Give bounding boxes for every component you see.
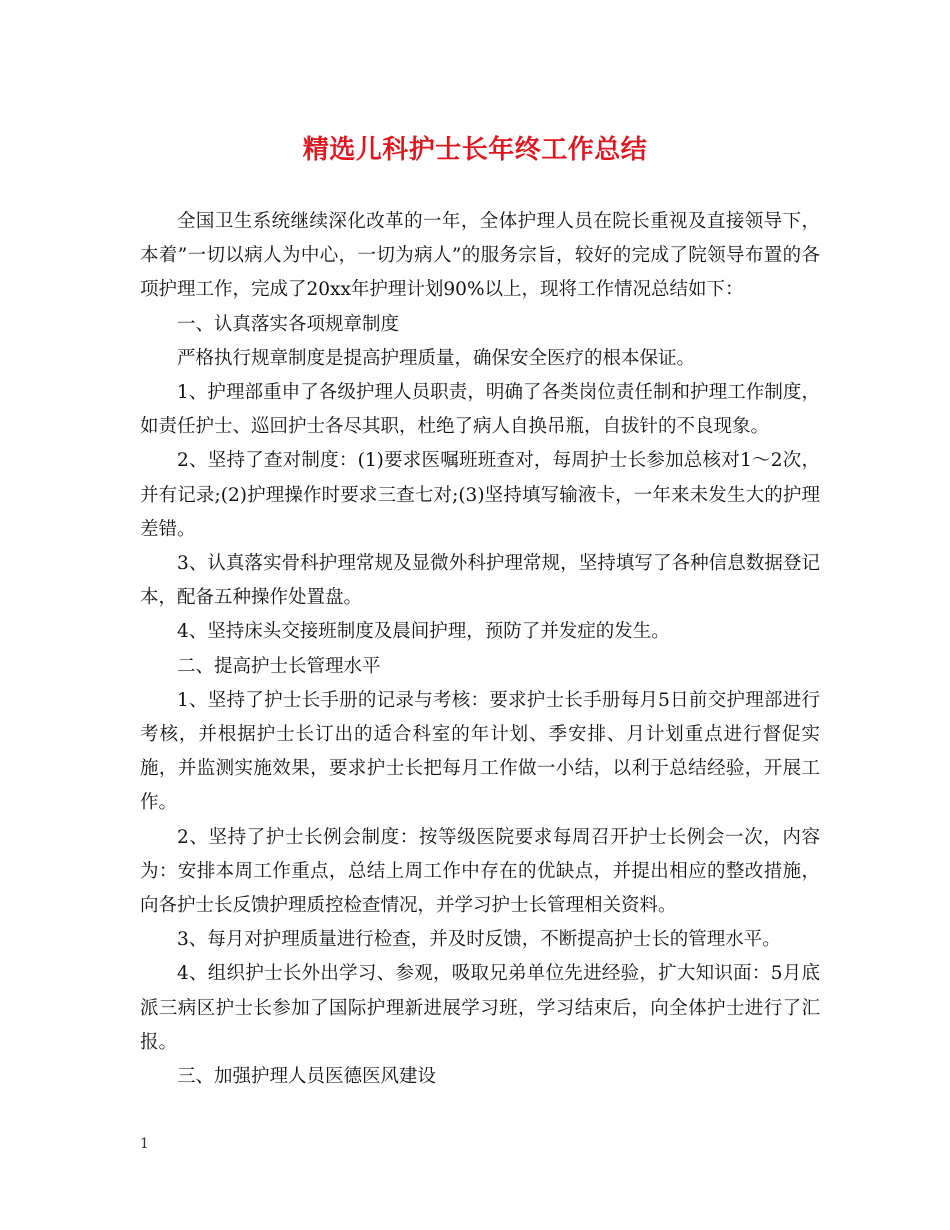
paragraph: 3、每月对护理质量进行检查，并及时反馈，不断提高护士长的管理水平。 [177, 929, 781, 951]
paragraph: 2、坚持了护士长例会制度：按等级医院要求每周召开护士长例会一次，内容为：安排本周工作重点，总结上周工作中存在的优缺点，并提出相应的整改措施，向各护士长反馈护理质控检查情况，并学习护士长管理相关资料。 [140, 826, 820, 917]
paragraph: 1、坚持了护士长手册的记录与考核：要求护士长手册每月5日前交护理部进行考核，并根据护士长订出的适合科室的年计划、季安排、月计划重点进行督促实施，并监测实施效果，要求护士长把每月工作做一小结，以利于总结经验，开展工作。 [140, 689, 820, 814]
paragraph: 2、坚持了查对制度：(1)要求医嘱班班查对，每周护士长参加总核对1～2次，并有记录;(2)护理操作时要求三查七对;(3)坚持填写输液卡，一年来未发生大的护理差错。 [140, 450, 820, 540]
paragraph: 严格执行规章制度是提高护理质量，确保安全医疗的根本保证。 [177, 347, 696, 369]
paragraph: 4、组织护士长外出学习、参观，吸取兄弟单位先进经验，扩大知识面：5月底派三病区护士长参加了国际护理新进展学习班，学习结束后，向全体护士进行了汇报。 [140, 963, 820, 1053]
section-heading-3: 三、加强护理人员医德医风建设 [177, 1066, 437, 1088]
document-body [140, 205, 820, 1094]
section-heading-2: 二、提高护士长管理水平 [177, 655, 381, 677]
page-number: 1 [140, 1136, 149, 1152]
paragraph: 3、认真落实骨科护理常规及显微外科护理常规，坚持填写了各种信息数据登记本，配备五种操作处置盘。 [140, 553, 820, 609]
paragraph-intro: 全国卫生系统继续深化改革的一年，全体护理人员在院长重视及直接领导下，本着”一切以病人为中心，一切为病人”的服务宗旨，较好的完成了院领导布置的各项护理工作，完成了20xx年护理计划90%以上，现将工作情况总结如下： [140, 211, 820, 301]
document-title: 精选儿科护士长年终工作总结 [302, 135, 648, 165]
paragraph: 1、护理部重申了各级护理人员职责，明确了各类岗位责任制和护理工作制度，如责任护士、巡回护士各尽其职，杜绝了病人自换吊瓶，自拔针的不良现象。 [140, 382, 820, 438]
section-heading-1: 一、认真落实各项规章制度 [177, 313, 400, 335]
paragraph: 4、坚持床头交接班制度及晨间护理，预防了并发症的发生。 [177, 621, 670, 643]
